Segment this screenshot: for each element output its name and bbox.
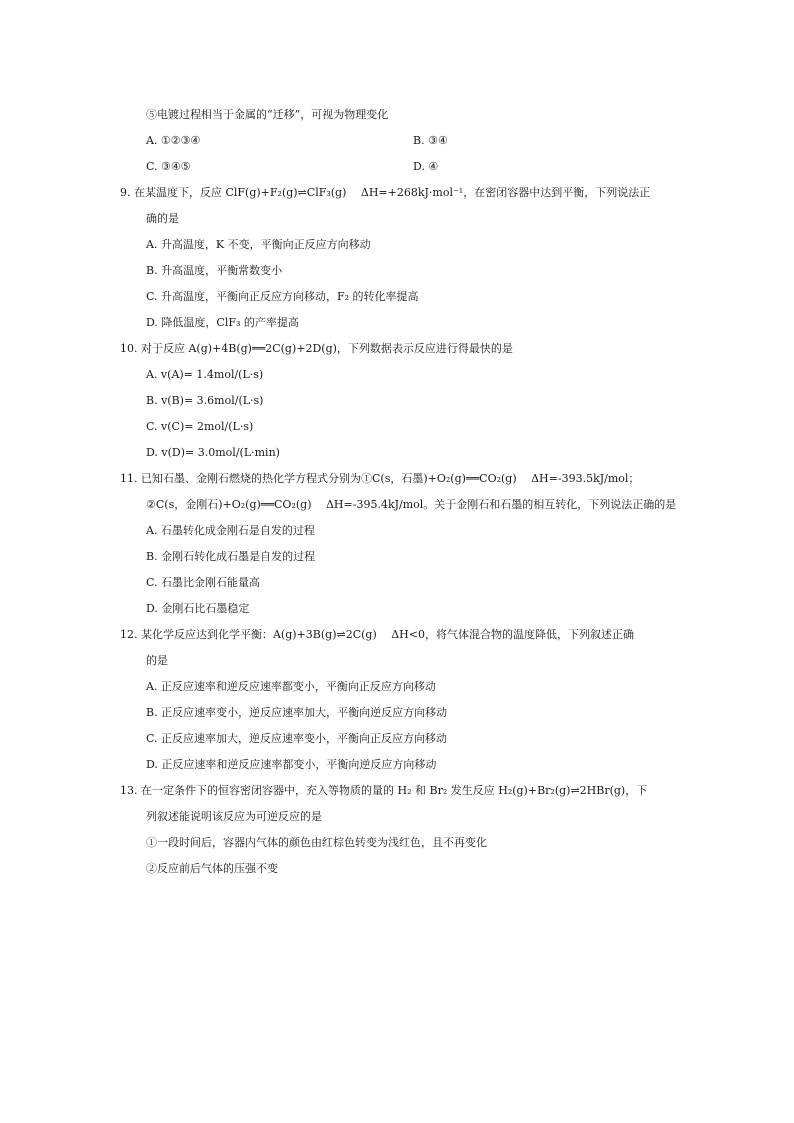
q11-stem-cont: ②C(s，金刚石)+O₂(g)══CO₂(g) ΔH=-395.4kJ/mol。关于金刚石和石墨的相互转化，下列说法正确的是	[146, 498, 677, 511]
statement-5: ⑤电镀过程相当于金属的“迁移”，可视为物理变化	[146, 108, 389, 121]
q8-option-a: A. ①②③④	[146, 134, 201, 147]
q8-option-b: B. ③④	[413, 134, 448, 147]
q10-stem: 10. 对于反应 A(g)+4B(g)══2C(g)+2D(g)，下列数据表示反应进行得最快的是	[120, 342, 513, 355]
q9-option-a: A. 升高温度，K 不变，平衡向正反应方向移动	[146, 238, 371, 251]
q12-option-b: B. 正反应速率变小，逆反应速率加大，平衡向逆反应方向移动	[146, 706, 448, 719]
q9-stem: 9. 在某温度下，反应 ClF(g)+F₂(g)⇌ClF₃(g) ΔH=+268kJ·mol⁻¹，在密闭容器中达到平衡，下列说法正	[120, 186, 651, 199]
q8-option-d: D. ④	[413, 160, 439, 173]
q9-option-d: D. 降低温度，ClF₃ 的产率提高	[146, 316, 299, 329]
q11-option-a: A. 石墨转化成金刚石是自发的过程	[146, 524, 315, 537]
q8-option-c: C. ③④⑤	[146, 160, 191, 173]
q9-option-c: C. 升高温度，平衡向正反应方向移动，F₂ 的转化率提高	[146, 290, 419, 303]
q13-statement-2: ②反应前后气体的压强不变	[146, 862, 278, 875]
q11-option-d: D. 金刚石比石墨稳定	[146, 602, 250, 615]
q10-option-a: A. v(A)= 1.4mol/(L·s)	[146, 368, 264, 381]
q12-option-d: D. 正反应速率和逆反应速率都变小，平衡向逆反应方向移动	[146, 758, 437, 771]
q12-option-a: A. 正反应速率和逆反应速率都变小，平衡向正反应方向移动	[146, 680, 436, 693]
q12-stem-cont: 的是	[146, 654, 168, 667]
q9-stem-cont: 确的是	[146, 212, 179, 225]
q11-option-b: B. 金刚石转化成石墨是自发的过程	[146, 550, 316, 563]
q10-option-c: C. v(C)= 2mol/(L·s)	[146, 420, 254, 433]
q11-option-c: C. 石墨比金刚石能量高	[146, 576, 261, 589]
q10-option-b: B. v(B)= 3.6mol/(L·s)	[146, 394, 264, 407]
q11-stem: 11. 已知石墨、金刚石燃烧的热化学方程式分别为①C(s，石墨)+O₂(g)══CO₂(g) ΔH=-393.5kJ/mol；	[120, 472, 640, 485]
q12-stem: 12. 某化学反应达到化学平衡：A(g)+3B(g)⇌2C(g) ΔH<0，将气体混合物的温度降低，下列叙述正确	[120, 628, 634, 641]
q10-option-d: D. v(D)= 3.0mol/(L·min)	[146, 446, 280, 459]
q13-statement-1: ①一段时间后，容器内气体的颜色由红棕色转变为浅红色，且不再变化	[146, 836, 487, 849]
q9-option-b: B. 升高温度，平衡常数变小	[146, 264, 283, 277]
q13-stem-cont: 列叙述能说明该反应为可逆反应的是	[146, 810, 322, 823]
q12-option-c: C. 正反应速率加大，逆反应速率变小，平衡向正反应方向移动	[146, 732, 448, 745]
q13-stem: 13. 在一定条件下的恒容密闭容器中，充入等物质的量的 H₂ 和 Br₂ 发生反应 H₂(g)+Br₂(g)⇌2HBr(g)，下	[120, 784, 648, 797]
